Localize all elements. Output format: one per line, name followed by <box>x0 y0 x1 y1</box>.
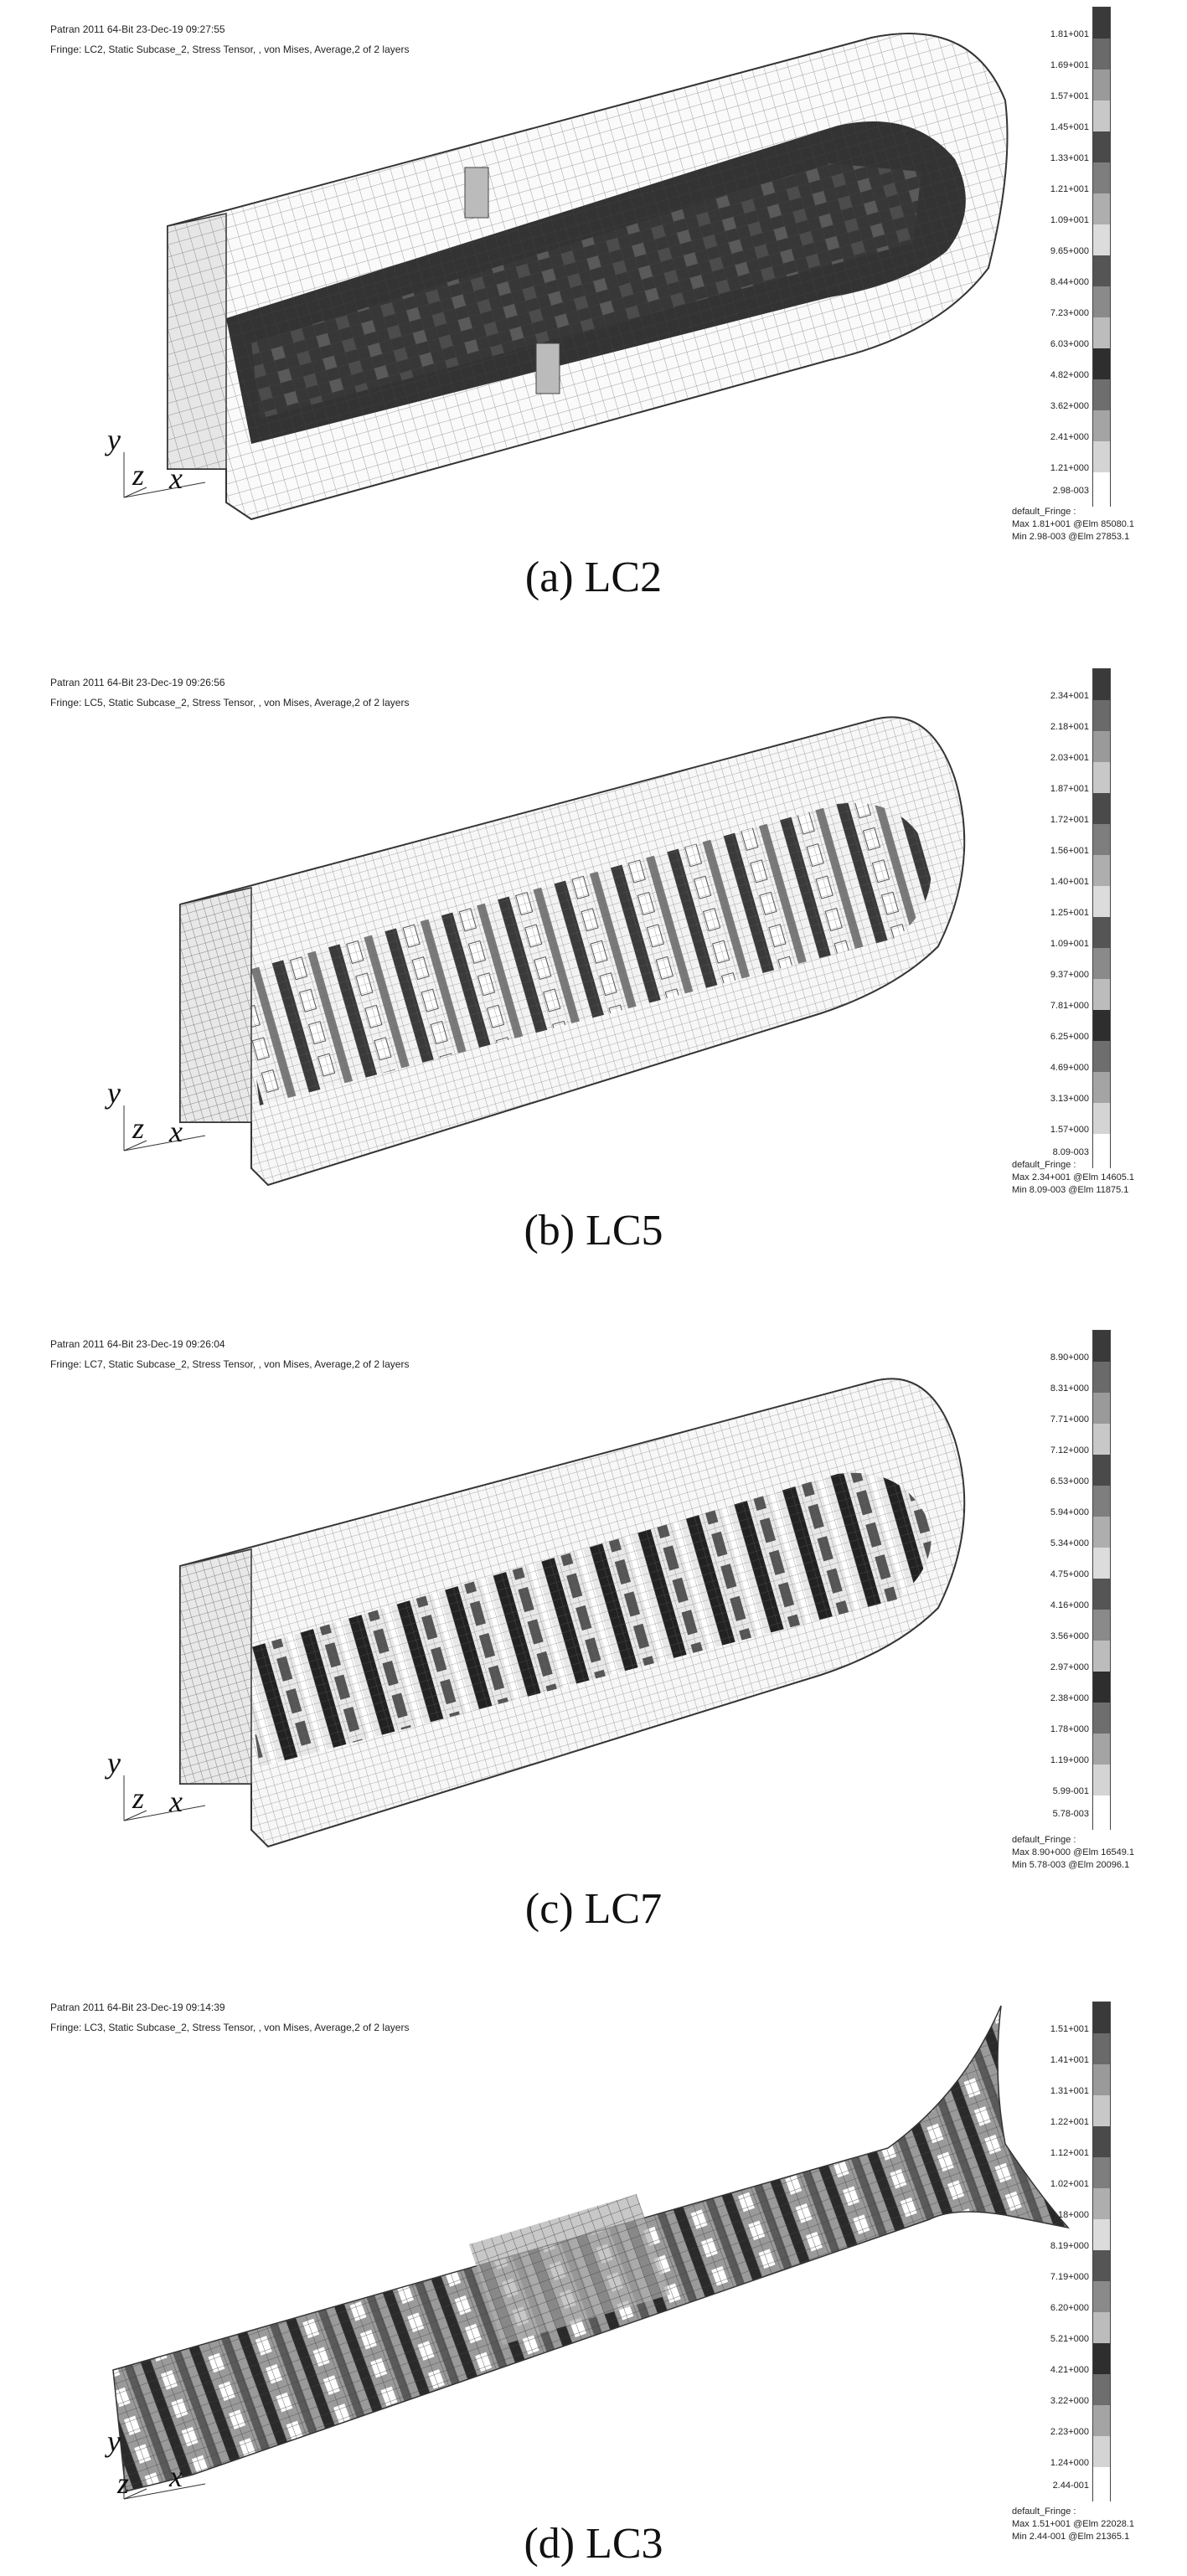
legend-label: 2.44-001 <box>1052 2481 1089 2491</box>
axis-triad <box>84 423 209 502</box>
legend-label: 1.45+001 <box>1050 122 1089 132</box>
legend-label: 6.25+000 <box>1050 1032 1089 1042</box>
legend-label: 3.56+000 <box>1050 1631 1089 1641</box>
legend-label: 1.40+001 <box>1050 877 1089 887</box>
legend-label: 2.34+001 <box>1050 691 1089 701</box>
stress-plot-lc2 <box>0 0 1187 636</box>
panel-lc2 <box>0 0 1187 636</box>
figure-caption: (c) LC7 <box>524 1885 663 1933</box>
legend-label: 7.81+000 <box>1050 1001 1089 1011</box>
axis-x-label: x <box>169 2460 183 2493</box>
header-line-1: Patran 2011 64-Bit 23-Dec-19 09:26:56 <box>50 677 225 688</box>
axis-x-label: x <box>169 1115 183 1148</box>
header-line-2: Fringe: LC7, Static Subcase_2, Stress Tensor, , von Mises, Average,2 of 2 layers <box>50 1358 410 1370</box>
legend-label: 1.81+001 <box>1050 29 1089 39</box>
fringe-footnote: default_Fringe : Max 1.81+001 @Elm 85080.1 Min 2.98-003 @Elm 27853.1 <box>1012 507 1135 542</box>
fringe-legend-bar <box>1092 1330 1111 1830</box>
legend-label: 2.38+000 <box>1050 1693 1089 1703</box>
panel-lc5 <box>0 653 1187 1290</box>
fringe-legend-bar <box>1092 2002 1111 2501</box>
legend-label: 3.13+000 <box>1050 1094 1089 1104</box>
axis-z-label: z <box>132 1781 145 1815</box>
stress-plot-lc5 <box>0 653 1187 1290</box>
legend-label: 1.56+001 <box>1050 846 1089 856</box>
figure-caption: (a) LC2 <box>524 554 663 601</box>
legend-label: 1.25+001 <box>1050 908 1089 918</box>
axis-z-label: z <box>117 2466 130 2500</box>
fringe-legend-bar <box>1092 668 1111 1168</box>
legend-label: 4.21+000 <box>1050 2365 1089 2375</box>
legend-label: 8.31+000 <box>1050 1383 1089 1394</box>
legend-label: 9.65+000 <box>1050 246 1089 256</box>
axis-triad <box>84 1076 209 1156</box>
legend-label: 7.19+000 <box>1050 2272 1089 2282</box>
header-line-2: Fringe: LC2, Static Subcase_2, Stress Tensor, , von Mises, Average,2 of 2 layers <box>50 44 410 55</box>
stress-plot-lc7 <box>0 1315 1187 1951</box>
legend-label: 8.90+000 <box>1050 1352 1089 1363</box>
legend-label: 2.18+001 <box>1050 722 1089 732</box>
legend-label: 1.21+001 <box>1050 184 1089 194</box>
legend-label: 1.87+001 <box>1050 784 1089 794</box>
legend-label: 1.09+001 <box>1050 939 1089 949</box>
axis-y-label: y <box>107 1746 121 1780</box>
legend-label: 4.82+000 <box>1050 370 1089 380</box>
legend-label: 1.57+000 <box>1050 1125 1089 1135</box>
axis-y-label: y <box>107 1076 121 1110</box>
legend-label: 7.23+000 <box>1050 308 1089 318</box>
legend-label: 6.53+000 <box>1050 1476 1089 1486</box>
header-line-2: Fringe: LC3, Static Subcase_2, Stress Tensor, , von Mises, Average,2 of 2 layers <box>50 2022 410 2033</box>
legend-label: 2.41+000 <box>1050 432 1089 442</box>
legend-label: 1.02+001 <box>1050 2179 1089 2189</box>
legend-label: 5.94+000 <box>1050 1507 1089 1517</box>
legend-label: 3.62+000 <box>1050 401 1089 411</box>
panel-lc3 <box>0 1976 1187 2576</box>
legend-label: 6.20+000 <box>1050 2303 1089 2313</box>
legend-label: 5.21+000 <box>1050 2334 1089 2344</box>
legend-label: 1.41+001 <box>1050 2055 1089 2065</box>
axis-z-label: z <box>132 458 145 492</box>
legend-label: 4.75+000 <box>1050 1569 1089 1579</box>
axis-y-label: y <box>107 423 121 456</box>
legend-label: 8.19+000 <box>1050 2241 1089 2251</box>
legend-label: 7.12+000 <box>1050 1445 1089 1455</box>
legend-label: 4.69+000 <box>1050 1063 1089 1073</box>
header-line-1: Patran 2011 64-Bit 23-Dec-19 09:27:55 <box>50 23 225 35</box>
legend-label: 2.23+000 <box>1050 2427 1089 2437</box>
legend-label: 6.03+000 <box>1050 339 1089 349</box>
axis-x-label: x <box>169 1785 183 1818</box>
legend-label: 3.22+000 <box>1050 2396 1089 2406</box>
legend-label: 1.22+001 <box>1050 2117 1089 2127</box>
legend-label: 1.78+000 <box>1050 1724 1089 1734</box>
legend-label: 2.97+000 <box>1050 1662 1089 1672</box>
legend-label: 1.12+001 <box>1050 2148 1089 2158</box>
legend-label: 1.69+001 <box>1050 60 1089 70</box>
header-line-2: Fringe: LC5, Static Subcase_2, Stress Tensor, , von Mises, Average,2 of 2 layers <box>50 697 410 708</box>
figure-caption: (b) LC5 <box>524 1207 663 1255</box>
legend-label: 8.09-003 <box>1052 1147 1089 1157</box>
legend-label: 5.78-003 <box>1052 1809 1089 1819</box>
legend-label: 1.31+001 <box>1050 2086 1089 2096</box>
legend-label: 9.37+000 <box>1050 970 1089 980</box>
legend-label: 8.44+000 <box>1050 277 1089 287</box>
legend-label: 1.24+000 <box>1050 2458 1089 2468</box>
legend-label: 4.16+000 <box>1050 1600 1089 1610</box>
axis-z-label: z <box>132 1111 145 1145</box>
fringe-footnote: default_Fringe : Max 2.34+001 @Elm 14605.1 Min 8.09-003 @Elm 11875.1 <box>1012 1160 1135 1195</box>
legend-label: 1.21+000 <box>1050 463 1089 473</box>
axis-triad <box>84 1746 209 1826</box>
header-line-1: Patran 2011 64-Bit 23-Dec-19 09:14:39 <box>50 2002 225 2013</box>
fringe-legend-bar <box>1092 7 1111 507</box>
fringe-footnote: default_Fringe : Max 8.90+000 @Elm 16549.1 Min 5.78-003 @Elm 20096.1 <box>1012 1835 1135 1870</box>
legend-label: 1.51+001 <box>1050 2024 1089 2034</box>
fringe-footnote: default_Fringe : Max 1.51+001 @Elm 22028.1 Min 2.44-001 @Elm 21365.1 <box>1012 2506 1135 2542</box>
legend-label: 1.19+000 <box>1050 1755 1089 1765</box>
legend-label: 5.99-001 <box>1052 1786 1089 1796</box>
legend-label: 1.09+001 <box>1050 215 1089 225</box>
legend-label: 1.72+001 <box>1050 815 1089 825</box>
header-line-1: Patran 2011 64-Bit 23-Dec-19 09:26:04 <box>50 1338 225 1350</box>
axis-y-label: y <box>107 2424 121 2458</box>
legend-label: 5.34+000 <box>1050 1538 1089 1548</box>
legend-label: 2.98-003 <box>1052 486 1089 496</box>
axis-x-label: x <box>169 461 183 495</box>
figure-caption: (d) LC3 <box>524 2520 663 2568</box>
legend-label: 9.18+000 <box>1050 2210 1089 2220</box>
axis-triad <box>84 2424 209 2504</box>
legend-label: 7.71+000 <box>1050 1414 1089 1425</box>
legend-label: 1.57+001 <box>1050 91 1089 101</box>
legend-label: 2.03+001 <box>1050 753 1089 763</box>
panel-lc7 <box>0 1315 1187 1951</box>
legend-label: 1.33+001 <box>1050 153 1089 163</box>
